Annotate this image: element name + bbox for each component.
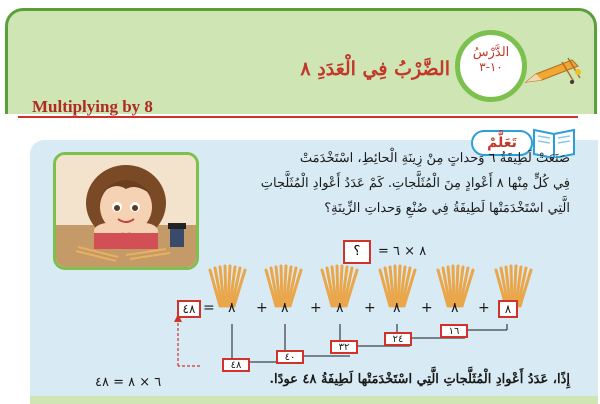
unknown-box: ؟ <box>343 240 371 264</box>
partial-sum-24: ٢٤ <box>384 332 412 346</box>
title-divider <box>18 116 578 118</box>
partial-sum-32: ٣٢ <box>330 340 358 354</box>
lesson-title-english: Multiplying by 8 <box>32 97 153 116</box>
partial-sum-40: ٤٠ <box>276 350 304 364</box>
partial-sum-16: ١٦ <box>440 324 468 338</box>
problem-line-3: الَّتِي اسْتَخْدَمَتْها لَطِيفَةُ فِي صُنْعِ وَحداتِ الزِّينَةِ؟ <box>324 201 570 216</box>
conclusion-equation: ٦ × ٨ = ٤٨ <box>95 375 162 390</box>
plus-2: + <box>310 300 322 316</box>
addend-6-box: ٨ <box>498 300 518 318</box>
addend-5: ٨ <box>451 300 459 316</box>
problem-text <box>210 146 570 221</box>
addend-1: ٨ <box>228 300 236 316</box>
learn-label: تَعَلَّمْ <box>471 130 533 156</box>
addend-3: ٨ <box>336 300 344 316</box>
lesson-number: ١٠-٣ <box>479 60 503 74</box>
lesson-word: الدَّرْسُ <box>472 45 510 60</box>
equation-expression: = ٨ × ٦ <box>378 244 427 259</box>
partial-sum-48: ٤٨ <box>222 358 250 372</box>
addend-2: ٨ <box>281 300 289 316</box>
total-box: ٤٨ <box>177 300 201 318</box>
plus-4: + <box>421 300 433 316</box>
plus-3: + <box>364 300 376 316</box>
problem-line-2: فِي كُلٍّ مِنْها ٨ أَعْوادٍ مِنَ الْمُثَلَّجاتِ. كَمْ عَدَدُ أَعْوادِ الْمُثَلَّجاتِ <box>260 176 570 191</box>
lesson-title-arabic: الضَّرْبُ فِي الْعَدَدِ ٨ <box>300 58 450 80</box>
conclusion-text: إِذًا، عَدَدُ أَعْوادِ الْمُثَلَّجاتِ الَّتِي اسْتَخْدَمَتْها لَطِيفَةُ ٤٨ عودًا. <box>269 372 570 387</box>
plus-1: + <box>256 300 268 316</box>
lesson-badge <box>455 30 527 102</box>
bottom-strip <box>30 396 598 404</box>
pencil-icon <box>522 52 582 88</box>
girl-illustration <box>53 152 199 270</box>
plus-5: + <box>478 300 490 316</box>
addend-4: ٨ <box>393 300 401 316</box>
problem-line-1: صَنَعَتْ لَطِيفَةُ ٦ وَحداتٍ مِنْ زِينَةِ الْحائِطِ، اسْتَخْدَمَتْ <box>299 151 570 166</box>
total-equals: = <box>203 300 215 316</box>
